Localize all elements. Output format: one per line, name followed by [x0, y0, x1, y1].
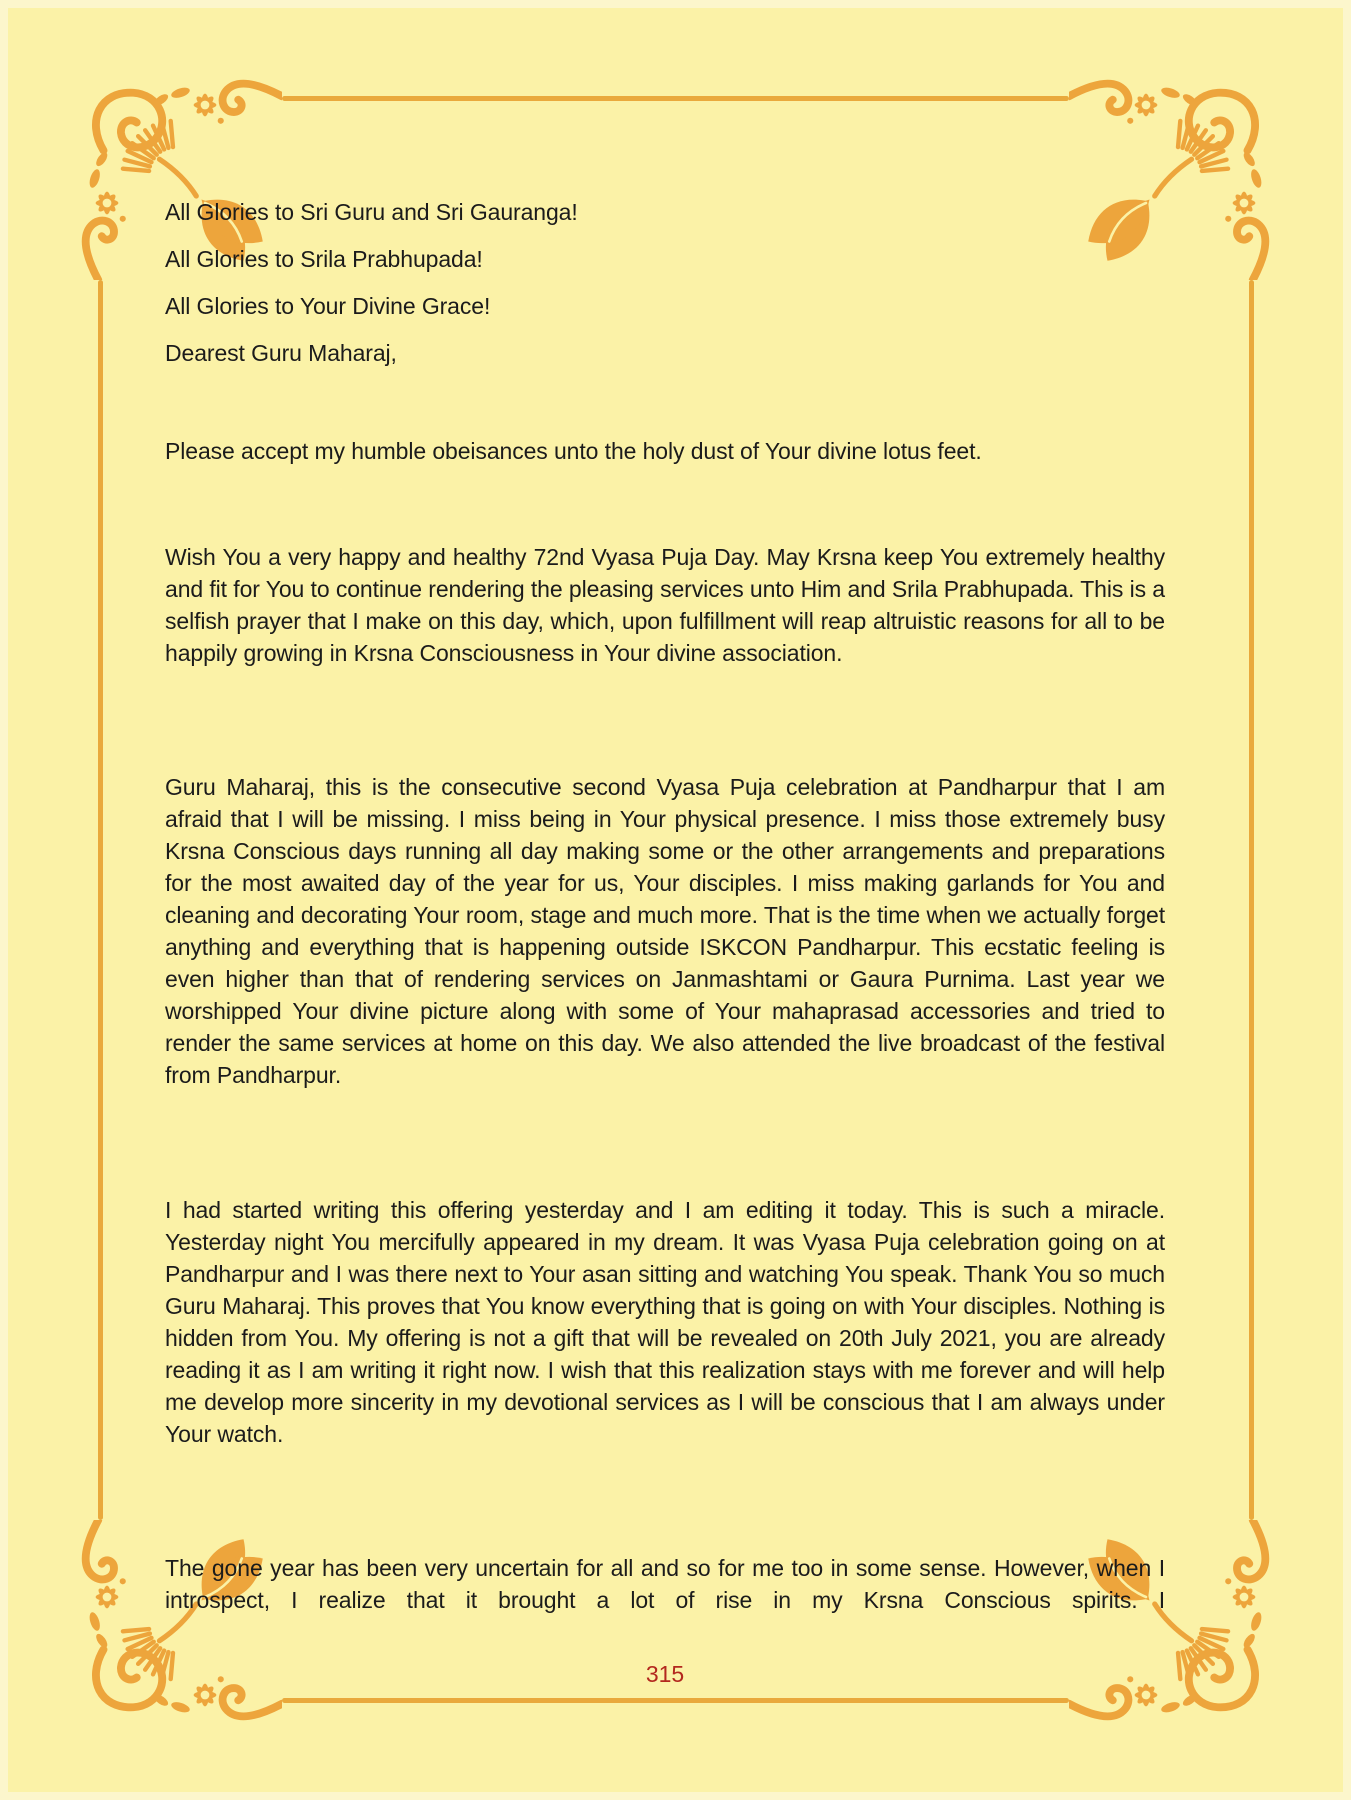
letter-body — [165, 0, 1165, 1800]
salutation-line-4: Dearest Guru Maharaj, — [165, 340, 397, 366]
letter-paragraph-2: Guru Maharaj, this is the consecutive second Vyasa Puja celebration at Pandharpur that I am afraid that I will be missing. I miss being in Your physical presence. I miss those extremely busy Krsna Conscious days running all day making some or the other arrangements and preparations for the most awaited day of the year for us, Your disciples. I miss making garlands for You and cleaning and decorating Your room, stage and much more. That is the time when we actually forget anything and everything that is happening outside ISKCON Pandharpur. This ecstatic feeling is even higher than that of rendering services on Janmashtami or Gaura Purnima. Last year we worshipped Your divine picture along with some of Your mahaprasad accessories and tried to render the same services at home on this day. We also attended the live broadcast of the festival from Pandharpur. — [165, 774, 1165, 1088]
obeisance-line: Please accept my humble obeisances unto the holy dust of Your divine lotus feet. — [165, 438, 982, 464]
page-number: 315 — [645, 1661, 685, 1687]
border-line-left — [98, 280, 103, 1520]
salutation-line-2: All Glories to Srila Prabhupada! — [165, 246, 483, 272]
letter-paragraph-4: The gone year has been very uncertain for all and so for me too in some sense. However, when I introspect, I realize that it brought a lot of rise in my Krsna Conscious spirits. I — [165, 1555, 1165, 1613]
salutation-line-3: All Glories to Your Divine Grace! — [165, 293, 491, 319]
letter-paragraph-1: Wish You a very happy and healthy 72nd Vyasa Puja Day. May Krsna keep You extremely healthy and fit for You to continue rendering the pleasing services unto Him and Srila Prabhupada. This is a selfish prayer that I make on this day, which, upon fulfillment will reap altruistic reasons for all to be happily growing in Krsna Consciousness in Your divine association. — [165, 544, 1165, 666]
letter-paragraph-3: I had started writing this offering yesterday and I am editing it today. This is such a miracle. Yesterday night You mercifully appeared in my dream. It was Vyasa Puja celebration going on at Pandharpur and I was there next to Your asan sitting and watching You speak. Thank You so much Guru Maharaj. This proves that You know everything that is going on with Your disciples. Nothing is hidden from You. My offering is not a gift that will be revealed on 20th July 2021, you are already reading it as I am writing it right now. I wish that this realization stays with me forever and will help me develop more sincerity in my devotional services as I will be conscious that I am always under Your watch. — [165, 1197, 1165, 1447]
border-line-right — [1249, 280, 1254, 1520]
salutation-line-1: All Glories to Sri Guru and Sri Gauranga! — [165, 199, 578, 225]
